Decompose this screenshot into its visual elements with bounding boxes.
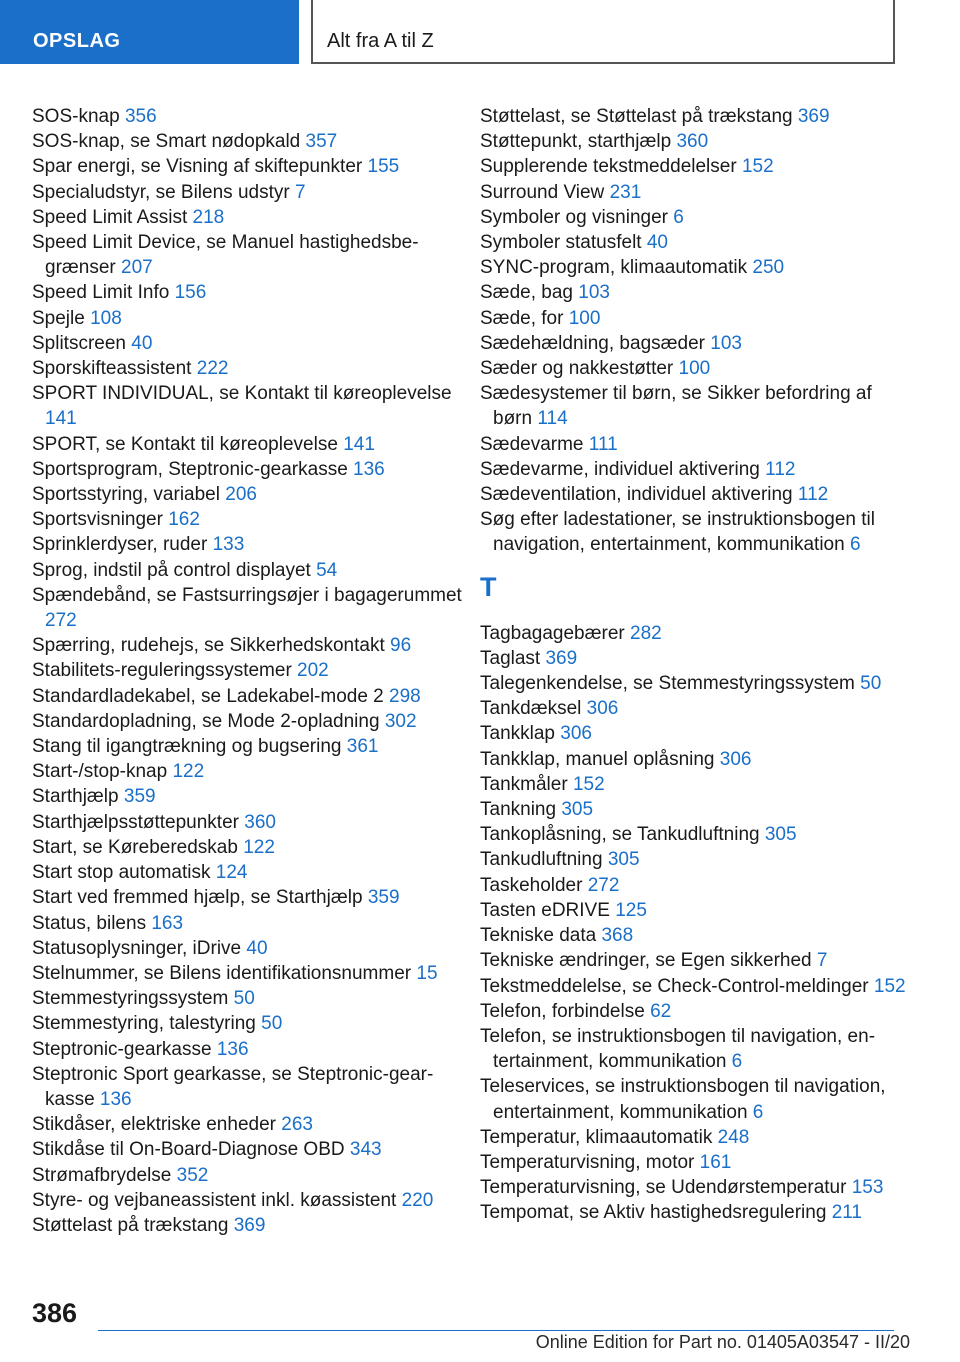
index-entry	[480, 154, 910, 179]
index-entry-text: Tekstmeddelelse, se Check-Control-meldinger	[480, 975, 869, 997]
page-reference-link[interactable]: 343	[349, 1139, 382, 1161]
index-entry-text: Tekniske data	[480, 925, 597, 947]
index-entry	[480, 255, 910, 280]
index-entry	[32, 104, 462, 129]
page-reference-link[interactable]: 359	[367, 887, 400, 909]
index-entry	[32, 684, 462, 709]
index-entry-text: Start stop automatisk	[32, 862, 211, 884]
index-entry-text: Symboler og visninger	[480, 206, 668, 228]
index-entry-text: Standardopladning, se Mode 2-opladning	[32, 710, 380, 732]
page-reference-link[interactable]: 112	[765, 458, 796, 480]
index-entry-text: Temperaturvisning, motor	[480, 1151, 695, 1173]
index-entry-text: Telefon, forbindelse	[480, 1000, 645, 1022]
index-entry-text: Stikdåser, elektriske enheder	[32, 1114, 276, 1136]
page-reference-link[interactable]: 305	[607, 849, 640, 871]
page-reference-link[interactable]: 359	[123, 786, 156, 808]
index-entry-text: Symboler statusfelt	[480, 232, 642, 254]
page-reference-link[interactable]: 306	[586, 698, 619, 720]
index-entry-text: Søg efter ladestationer, se instruktionsbogen til navigation, entertainment, kommunikation	[480, 509, 876, 556]
page-reference-link[interactable]: 356	[124, 106, 157, 127]
index-entry-text: Tankoplåsning, se Tankudluftning	[480, 824, 760, 846]
index-entry-text: Sædesystemer til børn, se Sikker befordring af børn	[480, 383, 872, 430]
index-entry-text: Tagbagagebærer	[480, 622, 625, 644]
index-entry	[32, 507, 462, 532]
index-entry-text: Specialudstyr, se Bilens udstyr	[32, 181, 290, 203]
index-entry	[32, 280, 462, 305]
page-reference-link[interactable]: 263	[281, 1114, 313, 1136]
index-entry-text: Speed Limit Assist	[32, 206, 188, 228]
index-column-right	[480, 104, 910, 1226]
page-reference-link[interactable]: 302	[384, 710, 417, 732]
index-entry-text: Spærring, rudehejs, se Sikkerhedskontakt	[32, 635, 385, 657]
index-entry	[480, 1024, 910, 1074]
footer-divider	[98, 1330, 894, 1331]
page-reference-link[interactable]: 357	[305, 131, 338, 153]
index-entry	[32, 306, 462, 331]
index-entry	[480, 482, 910, 507]
index-entry-text: SOS-knap	[32, 106, 120, 127]
index-entry-text: Sædevarme	[480, 433, 584, 455]
page-reference-link[interactable]: 141	[45, 408, 77, 430]
index-entry	[480, 457, 910, 482]
page-reference-link[interactable]: 125	[615, 899, 647, 921]
index-entry	[32, 734, 462, 759]
index-entry	[480, 873, 910, 898]
index-entry-text: Start ved fremmed hjælp, se Starthjælp	[32, 887, 363, 909]
index-entry-text: Starthjælpsstøttepunkter	[32, 811, 239, 833]
page-reference-link[interactable]: 218	[192, 206, 225, 228]
page-reference-link[interactable]: 111	[588, 433, 618, 455]
page-reference-link[interactable]: 6	[752, 1101, 764, 1123]
index-entry-text: Stang til igangtrækning og bugsering	[32, 736, 342, 758]
index-entry	[32, 986, 462, 1011]
page-reference-link[interactable]: 103	[710, 332, 742, 354]
page-reference-link[interactable]: 7	[294, 181, 306, 203]
index-entry	[32, 860, 462, 885]
index-entry	[480, 822, 910, 847]
index-entry	[480, 381, 910, 431]
index-entry	[480, 948, 910, 973]
index-entry	[32, 936, 462, 961]
index-entry	[32, 180, 462, 205]
index-entry-text: SOS-knap, se Smart nødopkald	[32, 131, 301, 153]
page-reference-link[interactable]: 306	[719, 748, 752, 770]
page-reference-link[interactable]: 250	[752, 257, 785, 279]
index-entry-text: Steptronic-gearkasse	[32, 1038, 212, 1060]
page-reference-link[interactable]: 306	[560, 723, 592, 745]
index-entry	[480, 847, 910, 872]
page-reference-link[interactable]: 141	[343, 433, 375, 455]
index-entry-text: Tankning	[480, 799, 557, 821]
index-entry	[32, 911, 462, 936]
index-entry-text: Starthjælp	[32, 786, 119, 808]
index-entry	[32, 558, 462, 583]
index-entry	[480, 671, 910, 696]
page-reference-link[interactable]: 133	[212, 534, 245, 556]
index-entry-text: Tankdæksel	[480, 698, 582, 720]
chapter-title: Alt fra A til Z	[311, 0, 895, 64]
index-entry	[480, 129, 910, 154]
page-reference-link[interactable]: 50	[233, 988, 255, 1010]
page-reference-link[interactable]: 96	[390, 635, 412, 657]
index-entry-text: Sædehældning, bagsæder	[480, 332, 705, 354]
page-reference-link[interactable]: 112	[797, 484, 829, 506]
page-reference-link[interactable]: 152	[873, 975, 906, 997]
page-reference-link[interactable]: 156	[174, 282, 207, 304]
index-entry	[32, 129, 462, 154]
page-reference-link[interactable]: 122	[172, 761, 205, 783]
index-entry-text: Støttelast på trækstang	[32, 1214, 229, 1236]
index-entry	[480, 230, 910, 255]
index-entry	[480, 1125, 910, 1150]
page-reference-link[interactable]: 202	[297, 660, 329, 682]
index-entry-text: Sæder og nakkestøtter	[480, 358, 674, 380]
index-entry	[32, 482, 462, 507]
page-reference-link[interactable]: 305	[764, 824, 797, 846]
index-entry-text: Stemmestyring, talestyring	[32, 1013, 256, 1035]
index-entry	[480, 772, 910, 797]
index-entry	[480, 432, 910, 457]
index-entry	[32, 583, 462, 633]
index-entry	[32, 381, 462, 431]
index-entry	[480, 1074, 910, 1124]
index-entry-text: Strømafbrydelse	[32, 1164, 172, 1186]
page-reference-link[interactable]: 62	[650, 1000, 672, 1022]
section-tab: OPSLAG	[0, 0, 299, 64]
index-entry	[32, 432, 462, 457]
index-entry-text: Steptronic Sport gearkasse, se Steptronic-gearkasse	[32, 1063, 434, 1110]
index-entry-text: Støttelast, se Støttelast på trækstang	[480, 106, 793, 127]
index-entry	[480, 1200, 910, 1225]
index-entry-text: Tankklap, manuel oplåsning	[480, 748, 715, 770]
index-entry	[480, 356, 910, 381]
index-entry-text: Støttepunkt, starthjælp	[480, 131, 672, 153]
index-entry	[32, 532, 462, 557]
page-reference-link[interactable]: 361	[346, 736, 379, 758]
index-entry-text: Surround View	[480, 181, 605, 203]
index-entry-text: Sprinklerdyser, ruder	[32, 534, 208, 556]
page-reference-link[interactable]: 360	[676, 131, 709, 153]
index-entry-text: Start-/stop-knap	[32, 761, 168, 783]
index-entry-text: Status, bilens	[32, 912, 147, 934]
page-reference-link[interactable]: 114	[537, 408, 568, 430]
index-letter-heading: T	[480, 571, 497, 602]
index-entry	[480, 104, 910, 129]
page-reference-link[interactable]: 50	[860, 673, 882, 695]
index-entry-text: Splitscreen	[32, 332, 126, 354]
page-reference-link[interactable]: 100	[568, 307, 601, 329]
index-entry	[480, 621, 910, 646]
page-reference-link[interactable]: 369	[797, 106, 830, 127]
page-reference-link[interactable]: 50	[261, 1013, 283, 1035]
page-reference-link[interactable]: 152	[741, 156, 774, 178]
page-reference-link[interactable]: 162	[168, 509, 200, 531]
index-entry	[32, 1112, 462, 1137]
page-reference-link[interactable]: 103	[578, 282, 610, 304]
index-entry-text: Sprog, indstil på control displayet	[32, 559, 311, 581]
index-entry-text: Tankmåler	[480, 773, 568, 795]
page-reference-link[interactable]: 155	[367, 156, 400, 178]
index-entry	[32, 885, 462, 910]
index-entry-text: Taglast	[480, 647, 541, 669]
index-entry	[32, 658, 462, 683]
index-entry-text: Tankudluftning	[480, 849, 603, 871]
page-reference-link[interactable]: 136	[353, 458, 385, 480]
page-reference-link[interactable]: 54	[316, 559, 338, 581]
index-entry	[480, 696, 910, 721]
page-reference-link[interactable]: 282	[630, 622, 662, 644]
page-reference-link[interactable]: 231	[609, 181, 642, 203]
index-entry	[480, 205, 910, 230]
index-entry-text: Supplerende tekstmeddelelser	[480, 156, 737, 178]
index-entry-text: Stelnummer, se Bilens identifikationsnummer	[32, 962, 412, 984]
page-reference-link[interactable]: 352	[176, 1164, 209, 1186]
index-entry-text: SYNC-program, klimaautomatik	[480, 257, 748, 279]
page-reference-link[interactable]: 272	[45, 610, 77, 632]
index-entry	[32, 1163, 462, 1188]
footer-edition-text: Online Edition for Part no. 01405A03547 - II/20	[535, 1332, 910, 1352]
page-reference-link[interactable]: 220	[401, 1189, 434, 1211]
index-entry	[32, 810, 462, 835]
index-entry-text: Tempomat, se Aktiv hastighedsregulering	[480, 1202, 827, 1224]
index-entry	[480, 999, 910, 1024]
index-entry-text: Standardladekabel, se Ladekabel-mode 2	[32, 685, 384, 707]
index-entry	[32, 1188, 462, 1213]
index-entry-text: SPORT INDIVIDUAL, se Kontakt til køreoplevelse	[32, 383, 452, 405]
index-entry	[480, 1175, 910, 1200]
index-group-s-continued	[480, 104, 910, 558]
index-entry-text: Sædevarme, individuel aktivering	[480, 458, 760, 480]
index-entry	[480, 180, 910, 205]
index-entry-text: Temperaturvisning, se Udendørstemperatur	[480, 1177, 847, 1199]
page-reference-link[interactable]: 40	[646, 232, 668, 254]
index-entry-text: Stemmestyringssystem	[32, 988, 229, 1010]
index-entry	[480, 646, 910, 671]
page-reference-link[interactable]: 272	[587, 874, 620, 896]
page-reference-link[interactable]: 6	[731, 1051, 743, 1073]
index-entry-text: Tekniske ændringer, se Egen sikkerhed	[480, 950, 812, 972]
index-entry	[32, 154, 462, 179]
index-entry-text: Taskeholder	[480, 874, 583, 896]
index-entry-text: Telefon, se instruktionsbogen til navigation, entertainment, kommunikation	[480, 1025, 876, 1073]
index-entry	[480, 1150, 910, 1175]
index-entry-text: Talegenkendelse, se Stemmestyringssystem	[480, 673, 855, 695]
index-entry-text: Sæde, bag	[480, 282, 573, 304]
index-entry-text: Spændebånd, se Fastsurringsøjer i bagagerummet	[32, 584, 462, 606]
index-entry	[480, 331, 910, 356]
index-entry-text: SPORT, se Kontakt til køreoplevelse	[32, 433, 338, 455]
page-reference-link[interactable]: 298	[389, 685, 421, 707]
index-entry	[32, 759, 462, 784]
index-entry-text: Sportsstyring, variabel	[32, 484, 220, 506]
page-reference-link[interactable]: 369	[233, 1214, 266, 1236]
index-entry-text: Spar energi, se Visning af skiftepunkter	[32, 156, 363, 178]
page-reference-link[interactable]: 369	[545, 647, 578, 669]
index-entry-text: Start, se Køreberedskab	[32, 836, 238, 858]
index-entry	[480, 974, 910, 999]
index-entry-text: Sportsvisninger	[32, 509, 163, 531]
index-entry	[32, 1062, 462, 1112]
index-entry	[32, 1037, 462, 1062]
index-entry-text: Sportsprogram, Steptronic-gearkasse	[32, 458, 348, 480]
index-entry-text: Sæde, for	[480, 307, 564, 329]
index-entry-text: Temperatur, klimaautomatik	[480, 1126, 713, 1148]
index-entry	[32, 205, 462, 230]
page-header	[0, 0, 960, 66]
index-entry	[480, 923, 910, 948]
page-reference-link[interactable]: 207	[121, 257, 153, 279]
page-reference-link[interactable]: 100	[678, 358, 711, 380]
index-entry	[32, 457, 462, 482]
index-entry-text: Speed Limit Info	[32, 282, 170, 304]
index-entry-text: Stikdåse til On-Board-Diagnose OBD	[32, 1139, 345, 1161]
index-entry-text: Tasten eDRIVE	[480, 899, 610, 921]
page-reference-link[interactable]: 161	[699, 1151, 732, 1173]
index-entry	[32, 784, 462, 809]
index-entry	[32, 331, 462, 356]
index-entry	[32, 835, 462, 860]
page-reference-link[interactable]: 40	[246, 937, 268, 959]
index-column-left	[32, 104, 462, 1238]
index-group-t	[480, 621, 910, 1226]
index-entry	[32, 1011, 462, 1036]
page-reference-link[interactable]: 211	[831, 1202, 862, 1224]
page-reference-link[interactable]: 108	[90, 307, 122, 329]
index-entry	[480, 898, 910, 923]
index-entry	[32, 1213, 462, 1238]
index-entry	[480, 797, 910, 822]
page-reference-link[interactable]: 248	[717, 1126, 750, 1148]
index-entry	[32, 356, 462, 381]
page-reference-link[interactable]: 305	[561, 799, 594, 821]
index-entry-text: Statusoplysninger, iDrive	[32, 937, 242, 959]
index-entry-text: Styre- og vejbaneassistent inkl. køassistent	[32, 1189, 397, 1211]
index-entry-text: Sporskifteassistent	[32, 358, 192, 380]
page-reference-link[interactable]: 40	[131, 332, 153, 354]
page-reference-link[interactable]: 360	[244, 811, 276, 833]
page-reference-link[interactable]: 6	[849, 534, 861, 556]
index-entry	[32, 633, 462, 658]
page-number: 386	[32, 1298, 78, 1328]
index-entry	[480, 306, 910, 331]
index-entry	[32, 709, 462, 734]
page-reference-link[interactable]: 136	[99, 1088, 132, 1110]
index-entry-text: Stabilitets-reguleringssystemer	[32, 660, 292, 682]
index-entry	[32, 230, 462, 280]
page-reference-link[interactable]: 163	[151, 912, 184, 934]
index-entry	[480, 747, 910, 772]
index-entry	[480, 280, 910, 305]
index-entry-text: Tankklap	[480, 723, 555, 745]
index-entry	[32, 1137, 462, 1162]
index-entry-text: Speed Limit Device, se Manuel hastighedsbegrænser	[32, 232, 419, 279]
page-reference-link[interactable]: 122	[243, 836, 275, 858]
index-entry-text: Sædeventilation, individuel aktivering	[480, 484, 793, 506]
page-reference-link[interactable]: 15	[416, 962, 438, 984]
page-reference-link[interactable]: 6	[673, 206, 684, 228]
index-entry	[480, 507, 910, 557]
page-reference-link[interactable]: 136	[216, 1038, 249, 1060]
page-reference-link[interactable]: 368	[601, 925, 634, 947]
index-entry	[32, 961, 462, 986]
page-reference-link[interactable]: 7	[816, 950, 828, 972]
index-entry	[480, 721, 910, 746]
index-entry-text: Spejle	[32, 307, 85, 329]
index-entry-text: Teleservices, se instruktionsbogen til navigation, entertainment, kommunikation	[480, 1076, 886, 1123]
page-reference-link[interactable]: 152	[572, 773, 605, 795]
page-reference-link[interactable]: 153	[851, 1177, 884, 1199]
page-reference-link[interactable]: 206	[225, 484, 257, 506]
page-reference-link[interactable]: 124	[215, 862, 248, 884]
page-reference-link[interactable]: 222	[196, 358, 229, 380]
